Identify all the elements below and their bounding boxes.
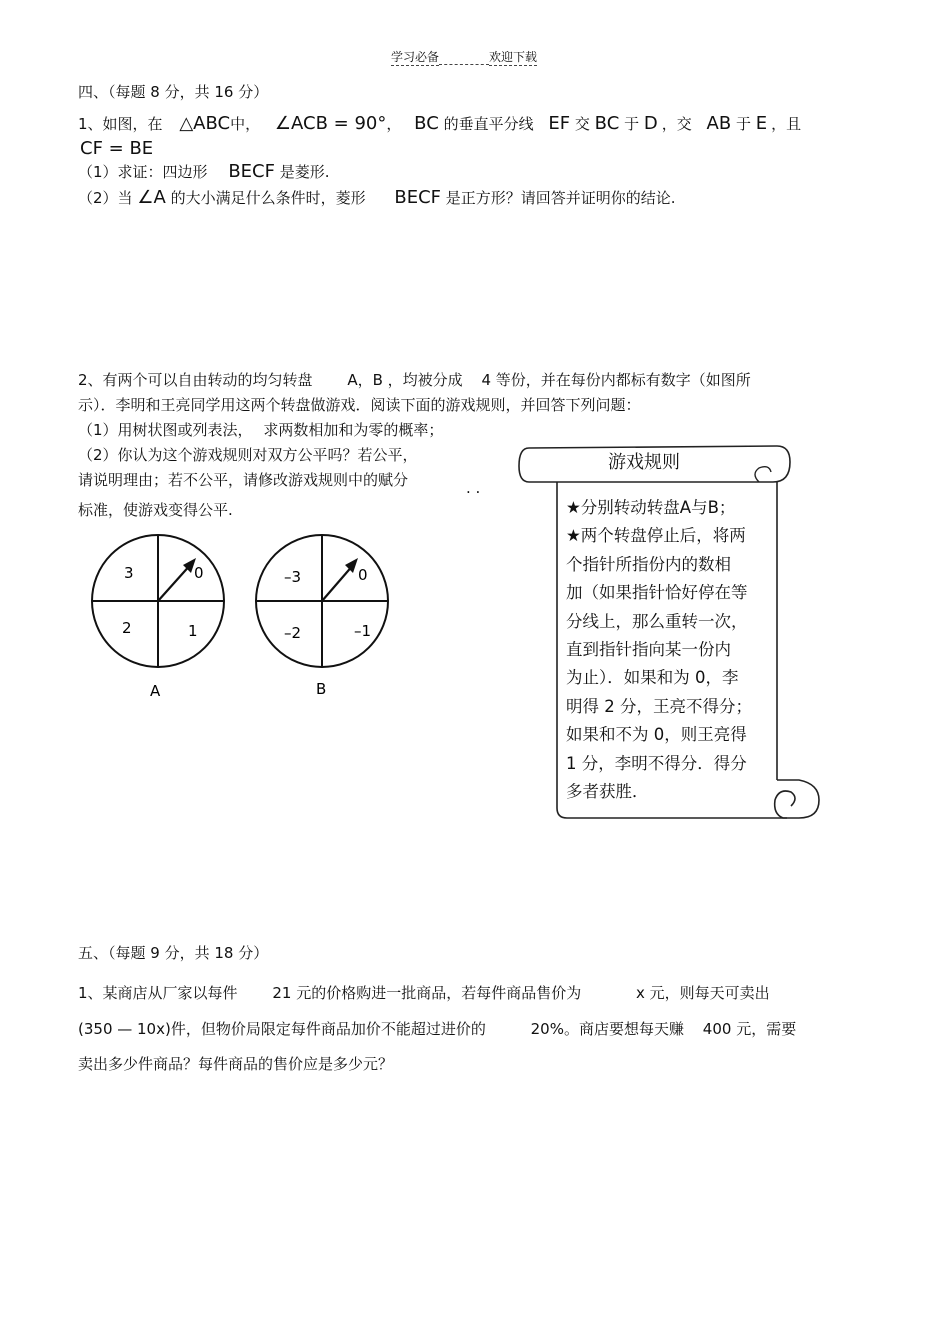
q1-ab: AB	[706, 113, 732, 134]
q2-four: 4	[481, 371, 492, 389]
sec5-q1-text: 元的价格购进一批商品，若每件商品售价为	[296, 984, 582, 1002]
sec5-q1-expr: (350 — 10x)	[78, 1020, 171, 1038]
q2-text: ，均被分成	[387, 371, 463, 389]
sec5-q1-line1	[78, 983, 770, 1003]
q1-part2	[78, 188, 676, 208]
q1-e: E	[755, 113, 768, 134]
q1-part2-text: 是正方形？请回答并证明你的结论.	[445, 189, 676, 207]
spinner-b	[252, 530, 392, 710]
q1-part2-angle: ∠A	[137, 187, 166, 208]
scroll-line: 明得 2 分，王亮不得分；	[566, 696, 752, 716]
q2-ab: A，B	[347, 371, 383, 389]
scroll-line: 直到指针指向某一份内	[566, 640, 731, 660]
sec5-q1-x: x	[636, 984, 645, 1002]
spinner-b-value-neg2: –2	[284, 624, 302, 642]
q1-text: 中，	[230, 115, 261, 133]
q1-text: 交	[574, 115, 590, 133]
spinner-a-label: A	[150, 682, 161, 700]
q1-bc: BC	[414, 113, 439, 134]
q1-ef: EF	[548, 113, 571, 134]
q1-text: 于	[735, 115, 751, 133]
sec5-q1-text: 1、某商店从厂家以每件	[78, 984, 238, 1002]
q1-text: 于	[624, 115, 640, 133]
sec5-q1-profit: 400	[702, 1020, 732, 1038]
scroll-line: 1 分，李明不得分．得分	[566, 753, 747, 773]
spinner-b-value-neg3: –3	[284, 568, 302, 586]
scroll-line: 分线上，那么重转一次，	[566, 611, 748, 631]
q1-part2-becf: BECF	[394, 187, 442, 208]
sec5-q1-line2	[78, 1019, 796, 1039]
spinner-a-value-2: 2	[122, 619, 132, 637]
q2-line1	[78, 370, 751, 390]
scroll-line: 个指针所指份内的数相	[566, 554, 731, 574]
q1-text: 1、如图，在	[78, 115, 163, 133]
q1-part2-text: （2）当	[78, 189, 133, 207]
spinner-a-value-3: 3	[124, 564, 134, 582]
spinner-b-label: B	[316, 680, 327, 698]
section-4-title: 四、（每题 8 分，共 16 分）	[78, 83, 269, 101]
q1-part1-text: 是菱形.	[279, 163, 330, 181]
spinner-a	[90, 530, 230, 710]
q1-part1-becf: BECF	[228, 161, 275, 182]
sec5-q1-text: 件，但物价局限定每件商品加价不能超过进价的	[170, 1020, 486, 1038]
q2-part2-line1: （2）你认为这个游戏规则对双方公平吗？若公平，	[78, 446, 418, 464]
scroll-rules	[566, 494, 752, 806]
page-header	[391, 48, 537, 66]
scroll-line: ★分别转动转盘A与B；	[566, 498, 736, 517]
q1-d: D	[643, 113, 658, 134]
scroll-title: 游戏规则	[608, 452, 680, 473]
sec5-q1-text: 元，需要	[736, 1020, 797, 1038]
spinner-b-value-0: 0	[358, 566, 368, 584]
q1-triangle: △ABC	[179, 113, 231, 134]
spinner-a-value-1: 1	[188, 622, 198, 640]
q1-text: 的垂直平分线	[443, 115, 534, 133]
sec5-q1-text: 。商店要想每天赚	[563, 1020, 684, 1038]
spinner-b-value-neg1: –1	[354, 622, 372, 640]
q1-text: ，交	[661, 115, 692, 133]
scroll-line: 多者获胜．	[566, 782, 649, 802]
q2-part2-line2: 请说明理由；若不公平，请修改游戏规则中的赋分	[78, 471, 409, 489]
q2-line2: 示）．李明和王亮同学用这两个转盘做游戏．阅读下面的游戏规则，并回答下列问题：	[78, 396, 641, 414]
sec5-q1-line3: 卖出多少件商品？每件商品的售价应是多少元？	[78, 1055, 394, 1073]
q1-part1	[78, 162, 330, 182]
q2-text: 等份，并在每份内都标有数字（如图所	[495, 371, 751, 389]
q2-part2-line3: 标准，使游戏变得公平.	[78, 501, 233, 519]
q2-part1-text: （1）用树状图或列表法，	[78, 421, 253, 439]
header-right: 欢迎下载	[489, 50, 538, 64]
sec5-q1-price: 21	[272, 984, 292, 1002]
q1-part1-text: （1）求证：四边形	[78, 163, 208, 181]
scroll-line: 为止）．如果和为 0，李	[566, 668, 739, 688]
q2-part1-text: 求两数相加和为零的概率；	[263, 421, 444, 439]
scroll-line: ★两个转盘停止后，将两	[566, 526, 746, 546]
q1-angle: ∠ACB = 90°	[274, 113, 387, 134]
q1-text: ，且	[771, 115, 802, 133]
spinner-a-value-0: 0	[194, 564, 204, 582]
scroll-line: 加（如果指针恰好停在等	[566, 583, 748, 603]
header-left: 学习必备	[391, 50, 440, 64]
q1-part2-text: 的大小满足什么条件时，菱形	[170, 189, 366, 207]
section-5-title: 五、（每题 9 分，共 18 分）	[78, 944, 269, 962]
header-dashes	[439, 50, 489, 65]
q1-line2: CF = BE	[80, 138, 154, 159]
q1-text: ，	[386, 115, 402, 133]
sec5-q1-text: 元，则每天可卖出	[649, 984, 770, 1002]
q2-text: 2、有两个可以自由转动的均匀转盘	[78, 371, 313, 389]
q2-dots: . .	[466, 479, 481, 497]
q2-part1	[78, 420, 443, 440]
q1-bc2: BC	[594, 113, 620, 134]
sec5-q1-percent: 20%	[530, 1020, 564, 1038]
q1-line1	[78, 114, 801, 134]
scroll-line: 如果和不为 0，则王亮得	[566, 725, 747, 745]
